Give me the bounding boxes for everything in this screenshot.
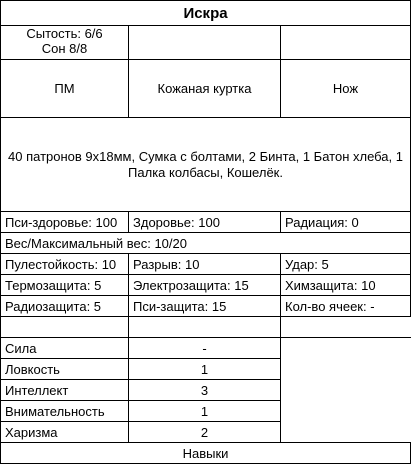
status-empty-cell-1 — [129, 26, 281, 60]
attribute-blank — [281, 401, 411, 422]
satiety-value: Сытость: 6/6 — [26, 26, 103, 41]
armor-slot: Кожаная куртка — [129, 60, 281, 118]
attribute-name: Ловкость — [1, 359, 129, 380]
attribute-blank — [281, 422, 411, 443]
attribute-name: Харизма — [1, 422, 129, 443]
inventory-row — [1, 118, 411, 212]
status-row — [1, 26, 411, 60]
status-empty-cell-2 — [281, 26, 411, 60]
attribute-blank — [281, 338, 411, 359]
protection-row-3 — [1, 296, 411, 317]
weapon-slot: ПМ — [1, 60, 129, 118]
attribute-value: 1 — [129, 401, 281, 422]
sleep-value: Сон 8/8 — [41, 41, 88, 56]
character-name: Искра — [1, 1, 411, 26]
attribute-row — [1, 401, 411, 422]
equipment-row — [1, 60, 411, 118]
protection-row-1 — [1, 254, 411, 275]
attribute-value: - — [129, 338, 281, 359]
attribute-row — [1, 359, 411, 380]
attribute-name: Внимательность — [1, 401, 129, 422]
attribute-row — [1, 380, 411, 401]
spacer-cell-1 — [1, 317, 129, 338]
impact-stat: Удар: 5 — [281, 254, 411, 275]
spacer-cell-2 — [129, 317, 281, 338]
health-row — [1, 212, 411, 233]
psi-protection-stat: Пси-защита: 15 — [129, 296, 281, 317]
attribute-value: 2 — [129, 422, 281, 443]
spacer-row — [1, 317, 411, 338]
weight-row — [1, 233, 411, 254]
protection-row-2 — [1, 275, 411, 296]
thermal-stat: Термозащита: 5 — [1, 275, 129, 296]
attribute-row — [1, 422, 411, 443]
health-stat: Здоровье: 100 — [129, 212, 281, 233]
slots-stat: Кол-во ячеек: - — [281, 296, 411, 317]
attribute-blank — [281, 359, 411, 380]
status-cell — [1, 26, 129, 60]
attribute-name: Интеллект — [1, 380, 129, 401]
spacer-cell-3 — [281, 317, 411, 338]
skills-header: Навыки — [1, 443, 411, 464]
title-row — [1, 1, 411, 26]
rupture-stat: Разрыв: 10 — [129, 254, 281, 275]
attribute-blank — [281, 380, 411, 401]
skills-header-row — [1, 443, 411, 464]
bullet-resist-stat: Пулестойкость: 10 — [1, 254, 129, 275]
attribute-name: Сила — [1, 338, 129, 359]
electro-stat: Электрозащита: 15 — [129, 275, 281, 296]
attribute-row — [1, 338, 411, 359]
chemical-stat: Химзащита: 10 — [281, 275, 411, 296]
radiation-stat: Радиация: 0 — [281, 212, 411, 233]
knife-slot: Нож — [281, 60, 411, 118]
inventory-list: 40 патронов 9х18мм, Сумка с болтами, 2 Бинта, 1 Батон хлеба, 1 Палка колбасы, Кошелёк. — [1, 118, 411, 212]
attribute-value: 3 — [129, 380, 281, 401]
psi-health-stat: Пси-здоровье: 100 — [1, 212, 129, 233]
weight-stat: Вес/Максимальный вес: 10/20 — [1, 233, 411, 254]
radio-stat: Радиозащита: 5 — [1, 296, 129, 317]
attribute-value: 1 — [129, 359, 281, 380]
